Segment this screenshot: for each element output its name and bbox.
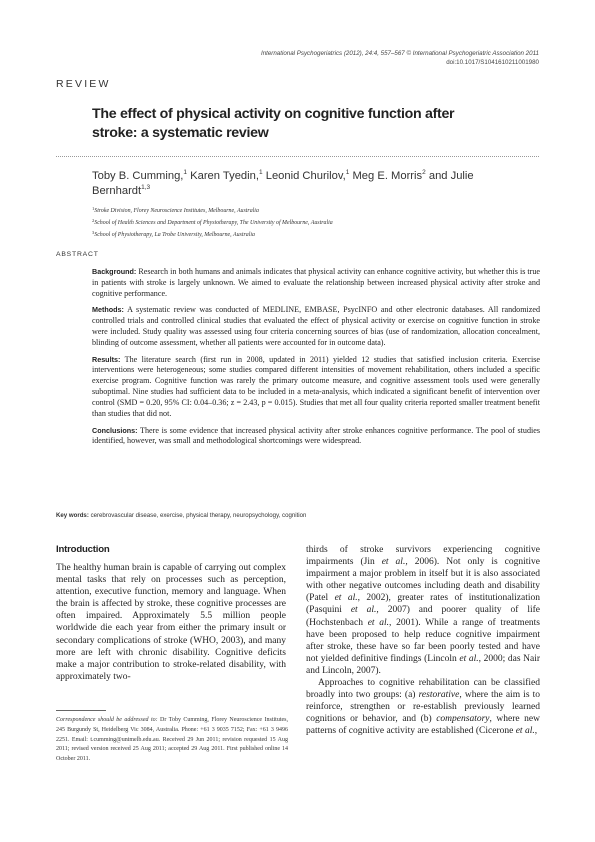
affiliation-text: Stroke Division, Florey Neuroscience Institutes, Melbourne, Australia: [94, 208, 259, 214]
abstract-conclusions-label: Conclusions:: [92, 425, 138, 435]
text-run: , 2000; das Nair and Lincoln, 2007).: [306, 653, 541, 676]
author-affiliation-mark: 1: [345, 169, 350, 176]
section-label: REVIEW: [56, 78, 111, 90]
text-run: , where the aim is to reinforce, strengthen or re-establish previously learned cognitions or behavior, and (b): [306, 690, 540, 725]
abstract-results: [92, 355, 540, 420]
author-affiliation-mark: 2: [422, 169, 426, 176]
abstract-background-label: Background:: [92, 267, 137, 276]
footnote-divider: [56, 710, 106, 711]
affiliation-item: [92, 216, 512, 228]
text-run: ,: [534, 726, 538, 737]
abstract-methods-label: Methods:: [92, 305, 124, 315]
author-affiliation-mark: 1: [258, 169, 263, 176]
journal-citation: International Psychogeriatrics (2012), 24:4, 557–567: [260, 50, 405, 57]
correspondence-label: Correspondence should be addressed to:: [56, 717, 158, 723]
intro-paragraph-1-continued: [306, 544, 540, 677]
text-run: Approaches to cognitive rehabilitation can be classified broadly into two groups: (a): [306, 678, 540, 701]
text-run: , where new patterns of cognitive activity are established (Cicerone: [306, 714, 540, 737]
body-column-left: [56, 544, 286, 683]
affiliation-number: 1: [92, 206, 95, 211]
correspondence-text: Dr Toby Cumming, Florey Neuroscience Institutes, 245 Burgundy St, Heidelberg Vic 3084, Australia. Phone: +61 3 9035 7152; Fax: +61 3 9496 2251. Email: t.cumming@unimelb.edu.au. Received 29 Jun 2011; revision requested 15 Aug 2011; revised version received 25 Aug 2011; accepted 29 Aug 2011. First published online 14 October 2011.: [56, 717, 288, 763]
text-run: , 2006). Not only is cognitive impairment a major problem in itself but it is also associated with other negative outcomes including death and disability (Patel: [306, 557, 540, 604]
abstract-conclusions: [92, 426, 540, 448]
abstract-results-label: Results:: [92, 354, 121, 364]
text-run: , 2002), greater rates of institutionalization (Pasquini: [306, 593, 540, 616]
abstract-label: ABSTRACT: [56, 251, 99, 258]
abstract-conclusions-text: There is some evidence that increased physical activity after stroke enhances cognitive performance. The pool of studies identified, however, was small and methodological shortcomings were widespread.: [92, 425, 540, 446]
abstract-results-text: The literature search (first run in 2008, updated in 2011) yielded 12 studies that satisfied inclusion criteria. Exercise interventions were heterogeneous; some studies compared different intensities of movement rehabilitation, others included a specific exercise program. Cognitive function was rarely the primary outcome measure, and cognitive assessment tools used were generally suboptimal. Nine studies had sufficient data to be included in a meta-analysis, which indicated a significant benefit of intervention over control (SMD = 0.20, 95% CI: 0.04–0.36; z = 2.43, p = 0.015). Studies that met all four quality criteria reported smaller treatment benefit than studies that did not.: [92, 354, 540, 419]
affiliation-number: 3: [92, 230, 95, 236]
title-line-1: The effect of physical activity on cognitive function after: [92, 106, 455, 122]
affiliation-item: [92, 204, 512, 216]
keywords-label: Key words:: [56, 512, 89, 519]
correspondence-footnote: [56, 716, 288, 765]
affiliation-text: School of Physiotherapy, La Trobe University, Melbourne, Australia: [94, 232, 255, 239]
author-list: [92, 169, 492, 198]
journal-copyright: © International Psychogeriatric Association 2011: [406, 50, 539, 57]
author-name: Toby B. Cumming,: [92, 170, 184, 182]
text-run-italic: restorative: [418, 690, 460, 701]
text-run-italic: et al.: [367, 617, 390, 628]
text-run: , 2007) and poorer quality of life (Hochstenbach: [306, 605, 540, 628]
article-title: [92, 105, 512, 143]
abstract-background: [92, 267, 540, 300]
author-name: and Julie Bernhardt: [92, 170, 474, 197]
intro-heading: Introduction: [56, 544, 110, 555]
intro-paragraph-1: The healthy human brain is capable of carrying out complex mental tasks that rely on processes such as perception, attention, executive function, memory and language. When the brain is affected by stroke, these cognitive processes are often impaired. Approximately 5.5 million people worldwide die each year from either the primary insult or secondary complications of stroke (WHO, 2003), and many more are left with chronic disability. Cognitive deficits make a major contribution to stroke-related disability, with approximately two-: [56, 563, 286, 682]
affiliation-number: 2: [92, 218, 95, 224]
abstract-background-text: Research in both humans and animals indicates that physical activity can enhance cognitive activity, but whether this is true in patients with stroke is largely unknown. We aimed to evaluate the relationship between increased physical activity after stroke and cognitive performance.: [92, 267, 540, 298]
text-run: thirds of stroke survivors experiencing cognitive impairments (Jin: [306, 545, 540, 568]
affiliation-item: [92, 228, 512, 240]
text-run-italic: et al.: [515, 726, 535, 737]
abstract-methods-text: A systematic review was conducted of MEDLINE, EMBASE, PsycINFO and other electronic databases. All randomized controlled trials and controlled clinical studies that evaluated the effect of physical activity or exercise on cognitive function in stroke were included. Study quality was assessed using four criteria concerning sources of bias (use of randomization, allocation concealment, blinding of outcome assessment, whether all patients were accounted for in outcome data).: [92, 305, 541, 348]
author-name: Leonid Churilov,: [265, 170, 346, 182]
intro-paragraph-2: [306, 677, 540, 737]
author-affiliation-mark: 1,3: [141, 183, 151, 191]
title-line-2: stroke: a systematic review: [92, 125, 269, 141]
abstract-body: [92, 267, 540, 453]
affiliation-text: School of Health Sciences and Department of Physiotherapy, The University of Melbourne, Australia: [94, 220, 333, 227]
author-affiliation-mark: 1: [183, 169, 188, 176]
affiliation-list: [92, 204, 512, 241]
text-run-italic: et al.: [459, 653, 479, 664]
keywords-text: cerebrovascular disease, exercise, physical therapy, neuropsychology, cognition: [90, 512, 307, 519]
author-name: Karen Tyedin,: [190, 170, 259, 182]
abstract-methods: [92, 305, 540, 349]
journal-doi: doi:10.1017/S1041610211001980: [446, 58, 539, 66]
journal-header: [239, 50, 539, 67]
text-run-italic: et al.: [334, 593, 358, 604]
intro-text-right: [306, 544, 540, 738]
body-column-right: [306, 544, 540, 738]
intro-text-left: [56, 562, 286, 683]
keywords: [56, 512, 546, 519]
text-run-italic: compensatory: [436, 714, 490, 725]
text-run-italic: et al.: [381, 557, 406, 568]
author-name: Meg E. Morris: [352, 170, 423, 182]
text-run: , 2001). While a range of treatments have been proposed to help reduce cognitive impairment after stroke, these have so far been poorly tested and have not yielded definitive findings (Lincoln: [306, 617, 540, 664]
text-run-italic: et al.: [350, 605, 377, 616]
title-divider: [56, 156, 539, 157]
